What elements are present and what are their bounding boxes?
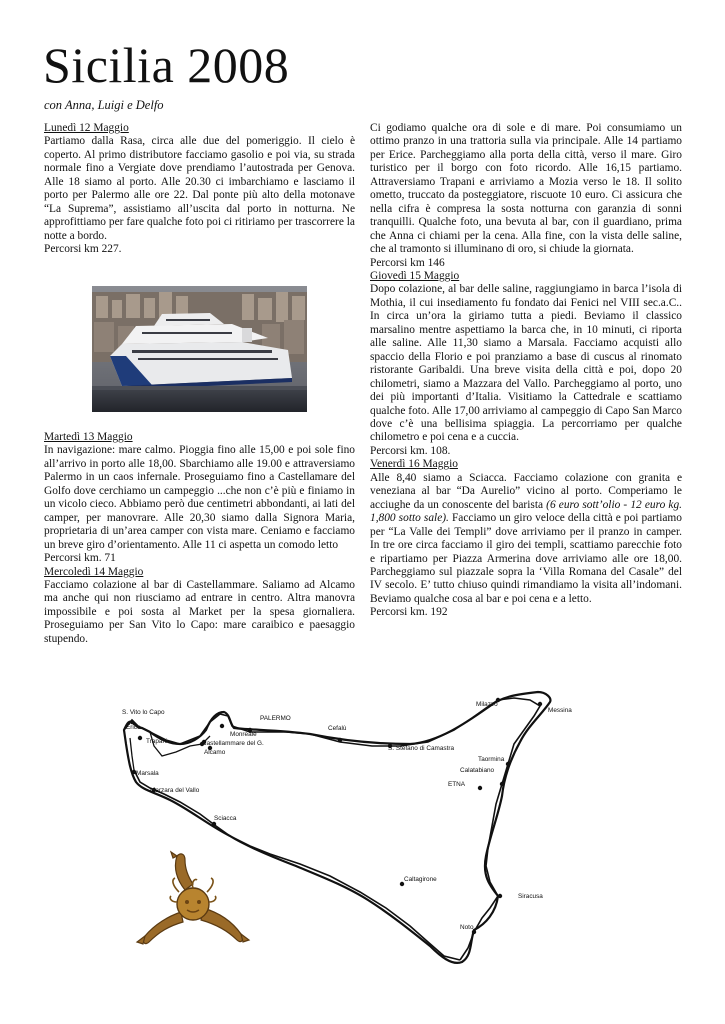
- right-column: [370, 122, 682, 620]
- map-label: S. Vito lo Capo: [122, 709, 165, 716]
- page-subtitle: con Anna, Luigi e Delfo: [44, 98, 164, 112]
- day-text-part: Facciamo un giro veloce della città e poi partiamo per “La Valle dei Templi” dove arriviamo per il pranzo in camper. In tre ore circa facciamo il giro dei templi, scattiamo parecchie foto e ripartiamo per Piazza Armerina dove arriviamo alle ore 18,00. Parcheggiamo sul piazzale sopra la ‘Villa Romana del Casale” del IV secolo. E’ tutto chiuso quindi rimandiamo la visita all’indomani. Beviamo qualche cosa al bar e poi cena e a letto.: [370, 512, 682, 605]
- map-label: Castellammare del G.: [202, 740, 264, 747]
- map-label: Noto: [460, 924, 474, 931]
- map-label: PALERMO: [260, 715, 291, 722]
- distance-note: Percorsi km 227.: [44, 243, 122, 256]
- day-paragraph: [370, 472, 682, 607]
- day-heading: Martedì 13 Maggio: [44, 431, 133, 443]
- distance-note: Percorsi km. 71: [44, 552, 116, 565]
- trinacria-icon: [133, 850, 251, 960]
- map-label: Siracusa: [518, 893, 543, 900]
- left-column-top: [44, 122, 355, 257]
- day-paragraph: Ci godiamo qualche ora di sole e di mare. Poi consumiamo un ottimo pranzo in una trattoria sulla via principale. Alle 14 partiamo per Erice. Parcheggiamo alla porta della città, verso il mare. Giro turistico per il borgo con foto ricordo. Alle 16,15 partiamo. Attraversiamo Trapani e arriviamo a Mozia verso le 18. Il solito ometto, truccato da posteggiatore, riscuote 10 euro. Ci assicura che nella cifra è compresa la sosta notturna con garanzia di sonni tranquilli. Qualche foto, una bevuta al bar, con il guardiano, prima che Anna ci chiami per la cena. Alla fine, con la vista delle saline, che al tramonto si illuminano di oro, si chiude la giornata.: [370, 122, 682, 256]
- left-column-bottom: [44, 431, 355, 646]
- ferry-photo-image: [92, 286, 307, 412]
- trinacria-emblem: [133, 850, 251, 960]
- map-label: Caltagirone: [404, 876, 437, 883]
- distance-note: Percorsi km. 192: [370, 606, 448, 619]
- day-paragraph: Facciamo colazione al bar di Castellammare. Saliamo ad Alcamo ma anche qui non riusciamo ad entrare in centro. Altra manovra impossibile e poi sosta al Market per la spesa giornaliera. Proseguiamo per San Vito lo Capo: mare caraibico e paesaggio stupendo.: [44, 578, 355, 645]
- day-heading: Giovedì 15 Maggio: [370, 269, 460, 282]
- distance-note: Percorsi km 146: [370, 256, 445, 269]
- day-paragraph: In navigazione: mare calmo. Pioggia fino alle 15,00 e poi sole fino all’arrivo in porto alle 18,00. Sbarchiamo alle 19.00 e attraversiamo Palermo in un caos infernale. Proseguiamo fino a Castellamare del Golfo dove cerchiamo un campeggio ...che non c’è più e finiamo in un vicolo cieco. Abbiamo però due centimetri abbondanti, ai lati del camper, per manovrare. Alle 20,30 siamo dalla Signora Maria, proprietaria di un’area camper con vista mare. Ceniamo e facciamo un breve giro d’orientamento. Alle 11 ci aspetta un comodo letto: [44, 444, 355, 551]
- day-heading: Venerdì 16 Maggio: [370, 458, 458, 471]
- day-paragraph: Partiamo dalla Rasa, circa alle due del pomeriggio. Il cielo è coperto. Al primo distributore facciamo gasolio e poi via, su strada normale fino a Vergiate dove prendiamo l’autostrada per Genova. Alle 18 siamo al porto. Alle 20.30 ci imbarchiamo e lasciamo il porto per Palermo alle ore 22. Dal ponte più alto della motonave “La Suprema”, assistiamo all’uscita dal porto in notturna. Ne approfittiamo per fare qualche foto poi ci ritiriamo per trascorrere la notte a bordo.: [44, 135, 355, 242]
- map-label: Marzara del Vallo: [150, 787, 200, 794]
- day-text-part: Alle 8,40 siamo a Sciacca. Facciamo colazione con granita e veneziana al bar “Da Aurelio” vicino al porto. Comperiamo le acciughe da un conoscente del barista: [370, 471, 682, 511]
- map-label: ETNA: [448, 781, 466, 788]
- day-heading: Mercoledì 14 Maggio: [44, 565, 144, 578]
- price-note: (6 euro sott’olio - 12 euro kg. 1,800 sotto sale).: [370, 498, 682, 525]
- map-label: Sciacca: [214, 815, 237, 822]
- day-paragraph: Dopo colazione, al bar delle saline, raggiungiamo in barca l’isola di Mothia, il cui insediamento fu fondato dai Fenici nel VIII sec.a.C.. In circa un’ora la giriamo tutta a piedi. Beviamo il classico marsalino mentre aspettiamo la barca che, in 10 minuti, ci riporta alle saline. Alle 11,30 siamo a Marsala. Facciamo acquisti allo spaccio della Florio e poi pranziamo a base di cuscus al rinomato ristorante Garibaldi. Una breve visita della città e poi, dopo 20 chilometri, siamo a Mazzara del Vallo. Parcheggiamo al porto, uno dei più importanti d’Italia. Visitiamo la Cattedrale e scattiamo qualche foto. Alle 17,00 arriviamo al campeggio di Capo San Marco dove c’è una bellisima spiaggia. La percorriamo per qualche chilometro e poi cena e a cuccia.: [370, 283, 682, 444]
- map-label: Taormina: [478, 756, 505, 763]
- page-title: Sicilia 2008: [43, 37, 290, 93]
- map-label: Erice: [126, 724, 141, 731]
- map-label: Alcamo: [204, 749, 226, 756]
- map-label: Calatabiano: [460, 767, 495, 774]
- ferry-photo: [92, 286, 307, 412]
- distance-note: Percorsi km. 108.: [370, 444, 451, 457]
- day-heading: Lunedì 12 Maggio: [44, 122, 129, 134]
- map-label: Monreale: [230, 731, 257, 738]
- map-label: Trapani: [146, 738, 168, 745]
- map-label: Cefalù: [328, 725, 347, 732]
- medusa-face: [177, 888, 209, 920]
- map-label: Milazzo: [476, 701, 498, 708]
- map-label: S. Stefano di Camastra: [388, 745, 455, 752]
- map-label: Marsala: [136, 770, 159, 777]
- map-label: Messina: [548, 707, 572, 714]
